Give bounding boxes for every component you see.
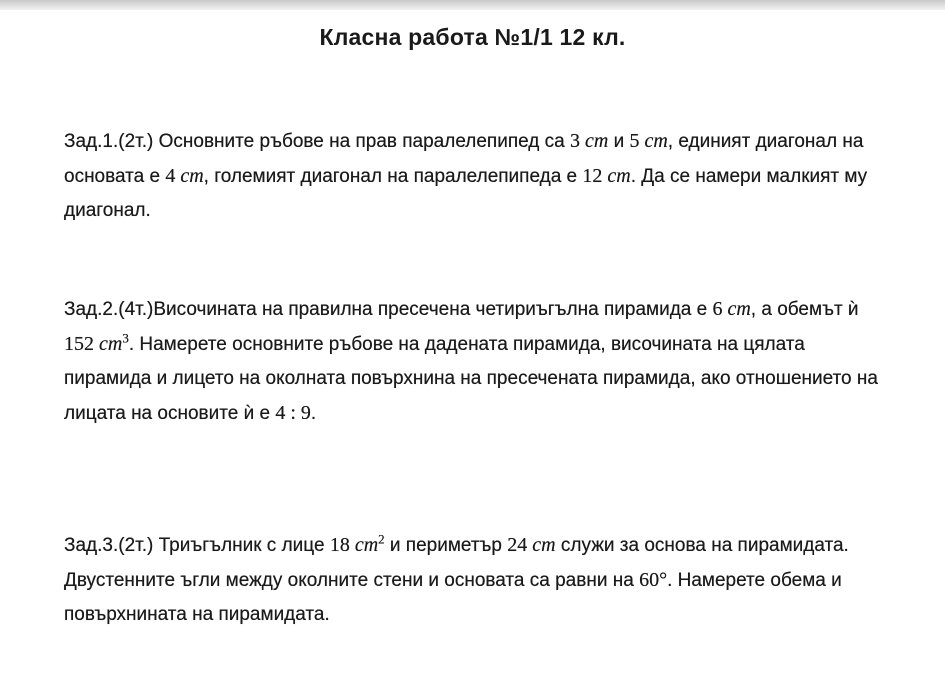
math-value: 5 cm <box>629 130 668 152</box>
math-value: 24 cm <box>507 534 556 556</box>
task-1-text <box>64 124 894 228</box>
task-3 <box>64 528 894 632</box>
task-2-text-part: . <box>310 403 317 424</box>
page-title: Класна работа №1/1 12 кл. <box>319 24 626 50</box>
task-1-lead: Зад.1.(2т.) Основните ръбове на прав паралелепипед са <box>64 131 570 152</box>
top-shadow-bar <box>0 0 945 10</box>
task-3-text-part: . Намерете обема и повърхнината на пирамидата. <box>64 570 842 625</box>
task-3-text-part: и периметър <box>384 535 508 556</box>
task-1-text-part: . Да се намери малкият му диагонал. <box>64 166 868 221</box>
math-value: 3 cm <box>569 130 609 152</box>
math-value: 4 cm <box>165 165 204 187</box>
math-value: 6 cm <box>712 298 751 320</box>
task-2-lead: Зад.2.(4т.)Височината на правилна пресечена четириъгълна пирамида е <box>64 299 713 320</box>
task-1-text-part: и <box>608 131 630 152</box>
task-2-text <box>64 292 894 431</box>
task-1-text-part: , големият диагонал на паралелепипеда е <box>203 166 583 187</box>
math-ratio: 4 : 9 <box>275 402 311 424</box>
task-2-text-part: . Намерете основните ръбове на дадената пирамида, височината на цялата пирамида и лицето на околната повърхнина на пресечената пирамида, ако отношението на лицата на основите ѝ е <box>64 334 878 424</box>
math-value: 12 cm <box>582 165 631 187</box>
task-1-text-part: , единият диагонал на основата е <box>64 131 864 187</box>
task-3-text-part: служи за основа на пирамидата. Двустенните ъгли между околните стени и основата са равни на <box>64 535 849 591</box>
task-2-text-part: , а обемът ѝ <box>750 299 859 320</box>
math-value: 18 $cm^2$ <box>329 531 385 556</box>
task-3-lead: Зад.3.(2т.) Триъгълник с лице <box>64 535 330 556</box>
math-value: 152 $cm^3$ <box>64 330 129 355</box>
task-2 <box>64 292 894 431</box>
task-1 <box>64 124 894 228</box>
math-angle: 60° <box>639 569 668 591</box>
task-3-text <box>64 528 894 632</box>
